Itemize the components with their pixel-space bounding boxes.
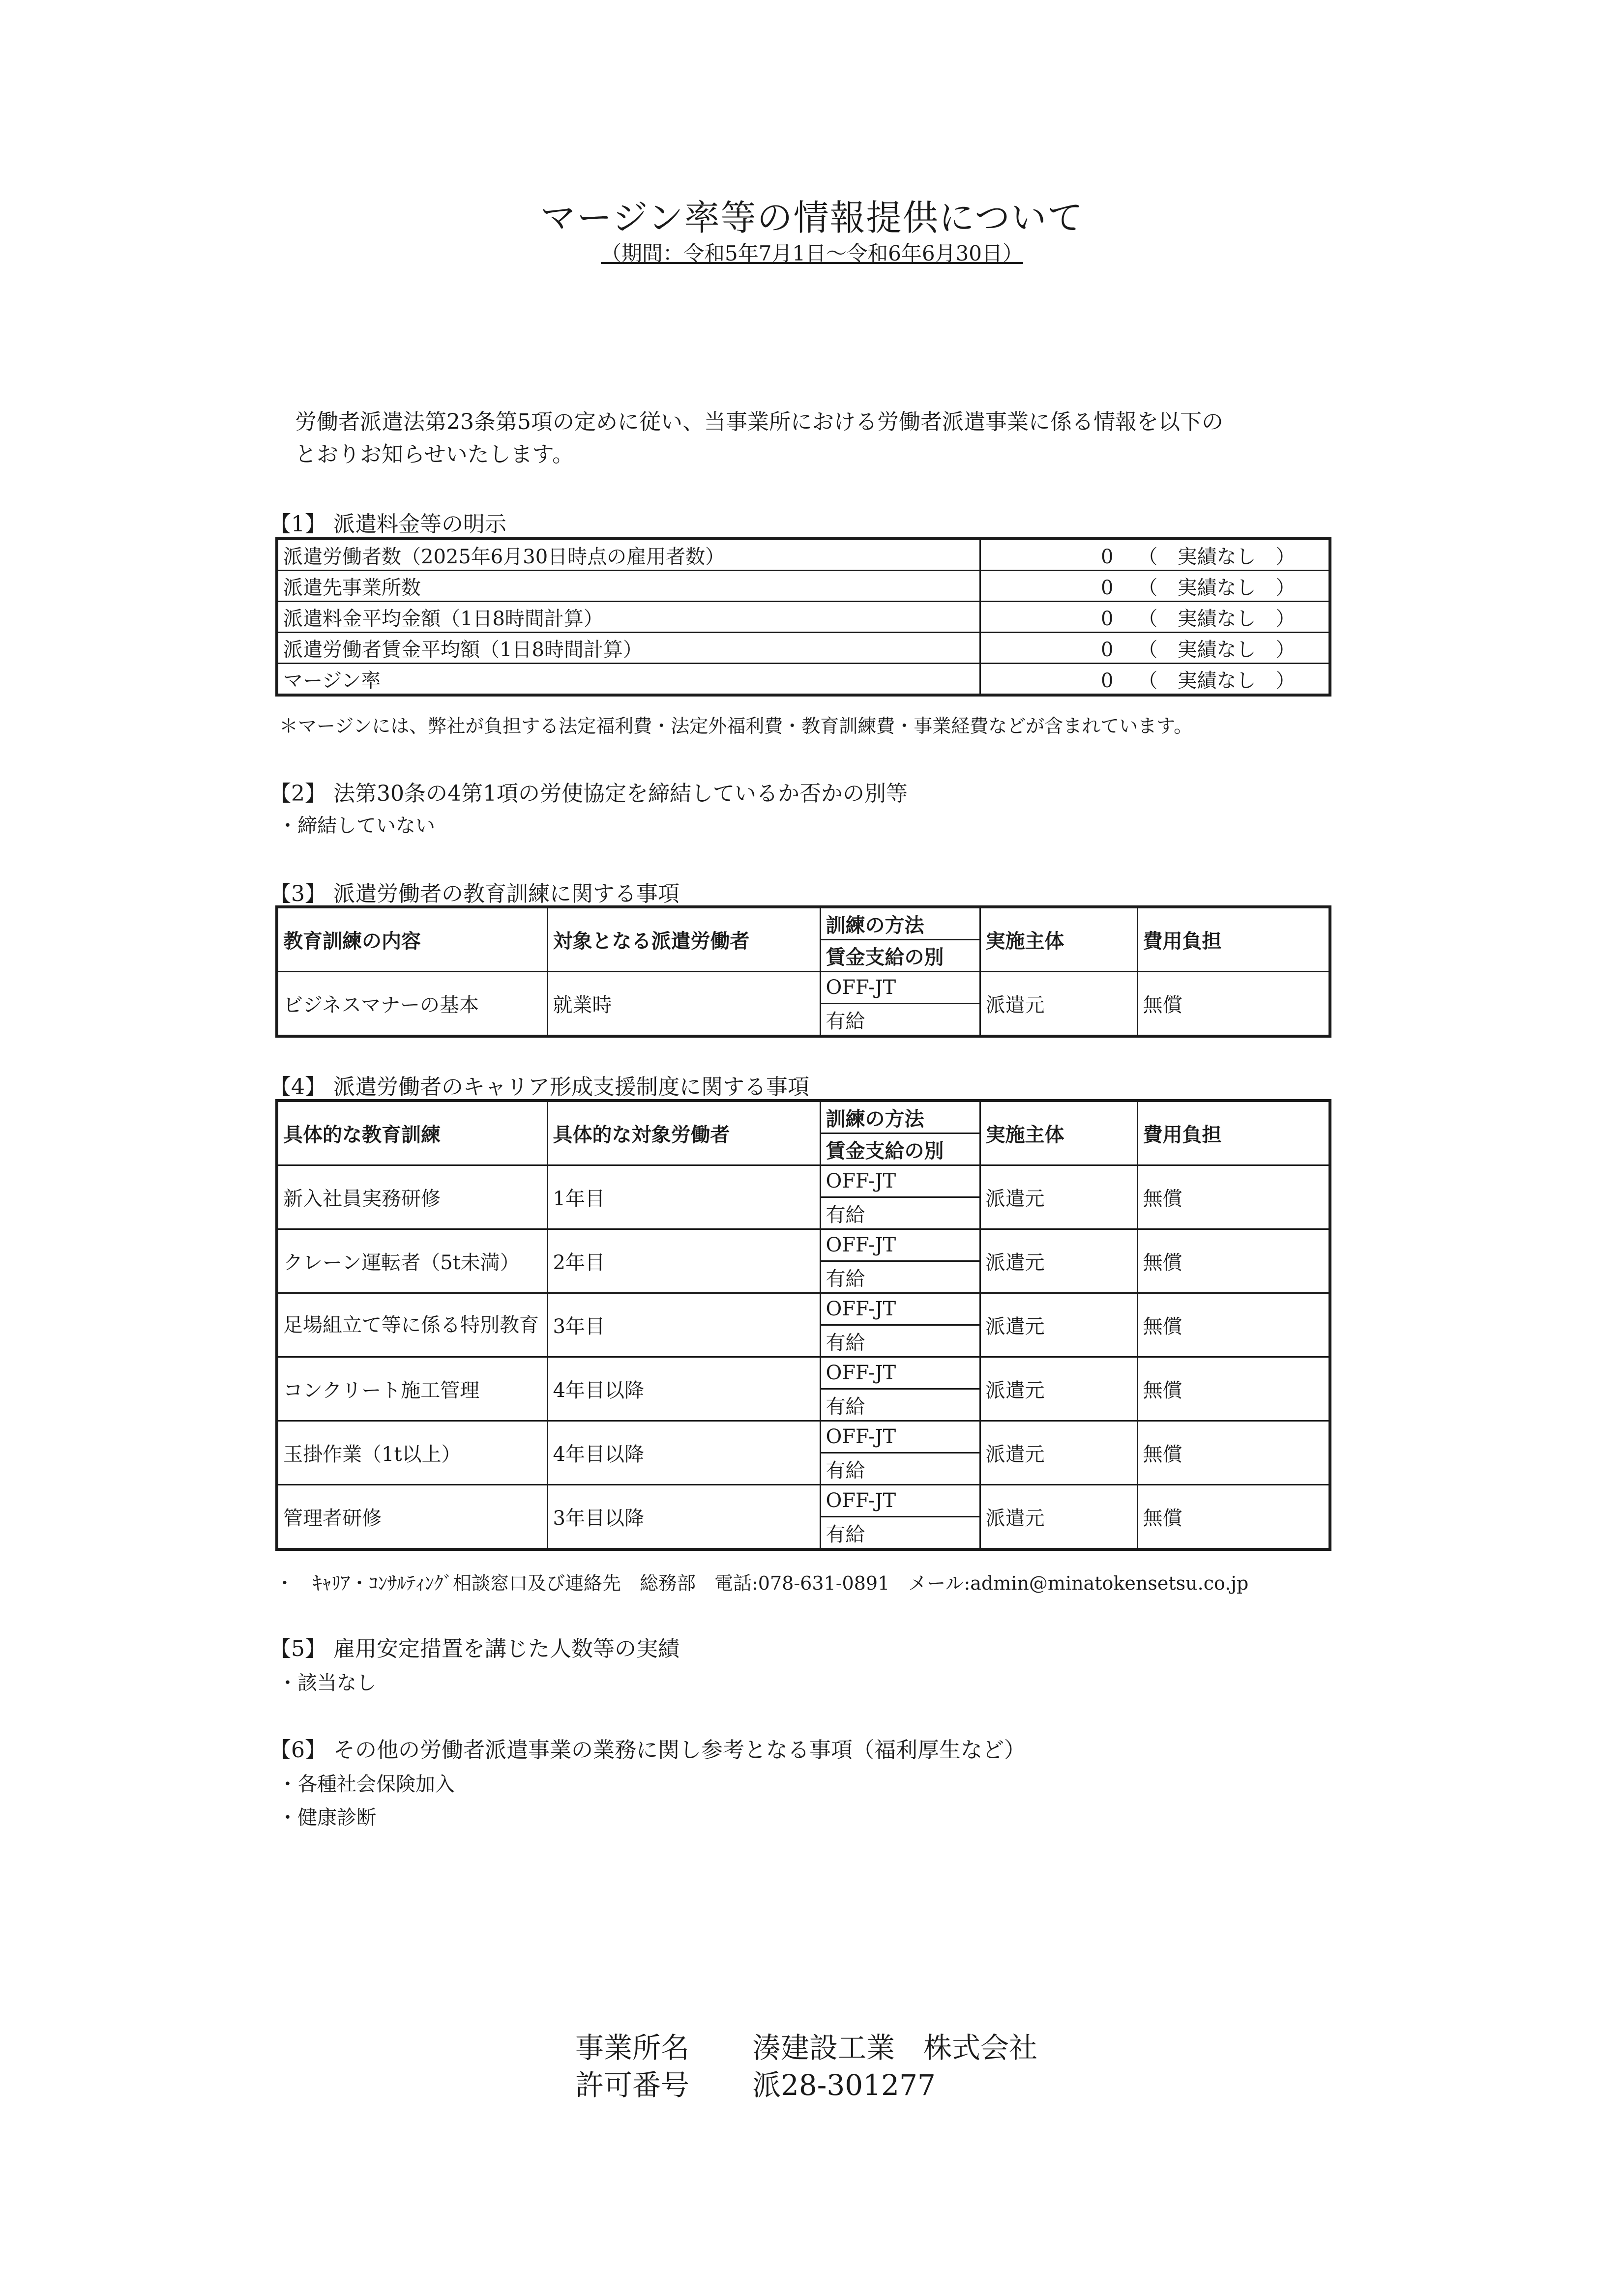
section6-item-2: ・健康診断	[278, 1806, 376, 1829]
cell-target: 4年目以降	[547, 1421, 820, 1485]
cell-method: OFF-JT	[820, 972, 980, 1004]
row-value: 0	[1101, 607, 1114, 630]
career-support-table	[275, 1099, 1331, 1551]
table-row	[277, 633, 1330, 664]
company-signature	[575, 2029, 1037, 2104]
cell-wage: 有給	[820, 1517, 980, 1550]
cell-content: 足場組立て等に係る特別教育	[277, 1293, 547, 1357]
margin-footnote: ＊マージンには、弊社が負担する法定福利費・法定外福利費・教育訓練費・事業経費などが含まれています。	[279, 715, 1193, 737]
header-provider: 実施主体	[980, 907, 1137, 972]
row-note: （ 実績なし ）	[1138, 669, 1296, 692]
row-value: 0	[1101, 669, 1114, 692]
table-row	[277, 1421, 1330, 1453]
cell-content: ビジネスマナーの基本	[277, 972, 547, 1037]
cell-cost: 無償	[1137, 972, 1330, 1037]
table-row	[277, 664, 1330, 696]
cell-target: 4年目以降	[547, 1357, 820, 1421]
cell-method: OFF-JT	[820, 1293, 980, 1325]
row-label: 派遣料金平均金額（1日8時間計算）	[277, 602, 980, 633]
row-label: 派遣労働者数（2025年6月30日時点の雇用者数）	[277, 539, 980, 571]
row-label: 派遣先事業所数	[277, 571, 980, 602]
cell-wage: 有給	[820, 1197, 980, 1229]
section4-heading: 【4】 派遣労働者のキャリア形成支援制度に関する事項	[269, 1075, 809, 1100]
row-note: （ 実績なし ）	[1138, 576, 1296, 599]
row-value: 0	[1101, 545, 1114, 568]
table-row	[277, 1229, 1330, 1261]
cell-cost: 無償	[1137, 1293, 1330, 1357]
cell-wage: 有給	[820, 1004, 980, 1037]
table-row	[277, 972, 1330, 1004]
section3-heading: 【3】 派遣労働者の教育訓練に関する事項	[269, 881, 679, 906]
table-row	[277, 602, 1330, 633]
row-value: 0	[1101, 576, 1114, 599]
cell-provider: 派遣元	[980, 1293, 1137, 1357]
cell-provider: 派遣元	[980, 972, 1137, 1037]
cell-target: 就業時	[547, 972, 820, 1037]
cell-method: OFF-JT	[820, 1229, 980, 1261]
row-value-cell	[980, 571, 1330, 602]
row-value-cell	[980, 539, 1330, 571]
table-header-row	[277, 907, 1330, 940]
row-value-cell	[980, 664, 1330, 696]
cell-wage: 有給	[820, 1453, 980, 1485]
dispatch-fee-table	[275, 537, 1331, 697]
cell-content: 管理者研修	[277, 1485, 547, 1550]
cell-content: コンクリート施工管理	[277, 1357, 547, 1421]
cell-wage: 有給	[820, 1325, 980, 1357]
header-content: 具体的な教育訓練	[277, 1101, 547, 1165]
office-row	[575, 2029, 1037, 2066]
header-method: 訓練の方法	[820, 1101, 980, 1133]
cell-wage: 有給	[820, 1389, 980, 1421]
row-value: 0	[1101, 638, 1114, 661]
cell-wage: 有給	[820, 1261, 980, 1293]
document-period: （期間：令和5年7月1日～令和6年6月30日）	[600, 241, 1024, 265]
section6-item-1: ・各種社会保険加入	[278, 1773, 455, 1796]
section1-heading: 【1】 派遣料金等の明示	[269, 512, 506, 537]
cell-method: OFF-JT	[820, 1357, 980, 1389]
education-training-table	[275, 905, 1331, 1038]
section5-item: ・該当なし	[278, 1672, 376, 1694]
row-note: （ 実績なし ）	[1138, 638, 1296, 661]
table-row	[277, 1357, 1330, 1389]
header-wage: 賃金支給の別	[820, 1133, 980, 1165]
header-cost: 費用負担	[1137, 907, 1330, 972]
section2-heading: 【2】 法第30条の4第1項の労使協定を締結しているか否かの別等	[269, 781, 908, 806]
section5-heading: 【5】 雇用安定措置を講じた人数等の実績	[269, 1636, 679, 1661]
cell-method: OFF-JT	[820, 1421, 980, 1453]
cell-cost: 無償	[1137, 1421, 1330, 1485]
cell-provider: 派遣元	[980, 1165, 1137, 1229]
cell-content: クレーン運転者（5t未満）	[277, 1229, 547, 1293]
cell-cost: 無償	[1137, 1229, 1330, 1293]
header-method: 訓練の方法	[820, 907, 980, 940]
header-provider: 実施主体	[980, 1101, 1137, 1165]
header-cost: 費用負担	[1137, 1101, 1330, 1165]
cell-method: OFF-JT	[820, 1165, 980, 1197]
header-target: 対象となる派遣労働者	[547, 907, 820, 972]
cell-target: 1年目	[547, 1165, 820, 1229]
cell-target: 2年目	[547, 1229, 820, 1293]
cell-cost: 無償	[1137, 1357, 1330, 1421]
row-value-cell	[980, 633, 1330, 664]
career-contact-note: ・ ｷｬﾘｱ・ｺﾝｻﾙﾃｨﾝｸﾞ相談窓口及び連絡先 総務部 電話:078-631-0891 メール:admin@minatokensetsu.co.jp	[275, 1572, 1249, 1594]
table-row	[277, 1293, 1330, 1325]
permit-label: 許可番号	[575, 2068, 690, 2102]
table-row	[277, 571, 1330, 602]
cell-method: OFF-JT	[820, 1485, 980, 1517]
cell-provider: 派遣元	[980, 1421, 1137, 1485]
header-content: 教育訓練の内容	[277, 907, 547, 972]
section2-item: ・締結していない	[278, 814, 435, 837]
row-label: マージン率	[277, 664, 980, 696]
permit-row	[575, 2066, 1037, 2104]
cell-provider: 派遣元	[980, 1485, 1137, 1550]
cell-cost: 無償	[1137, 1485, 1330, 1550]
header-target: 具体的な対象労働者	[547, 1101, 820, 1165]
document-title: マージン率等の情報提供について	[540, 197, 1084, 238]
row-note: （ 実績なし ）	[1138, 607, 1296, 630]
cell-target: 3年目	[547, 1293, 820, 1357]
cell-provider: 派遣元	[980, 1229, 1137, 1293]
row-value-cell	[980, 602, 1330, 633]
row-note: （ 実績なし ）	[1138, 545, 1296, 568]
cell-cost: 無償	[1137, 1165, 1330, 1229]
intro-line-1: 労働者派遣法第23条第5項の定めに従い、当事業所における労働者派遣事業に係る情報を以下の	[295, 409, 1223, 435]
permit-number: 派28-301277	[752, 2068, 936, 2102]
row-label: 派遣労働者賃金平均額（1日8時間計算）	[277, 633, 980, 664]
office-name: 湊建設工業 株式会社	[752, 2031, 1038, 2064]
table-header-row	[277, 1101, 1330, 1133]
section6-heading: 【6】 その他の労働者派遣事業の業務に関し参考となる事項（福利厚生など）	[269, 1738, 1026, 1763]
cell-content: 玉掛作業（1t以上）	[277, 1421, 547, 1485]
table-row	[277, 1165, 1330, 1197]
header-wage: 賃金支給の別	[820, 940, 980, 972]
table-row	[277, 539, 1330, 571]
intro-line-2: とおりお知らせいたします。	[295, 442, 574, 467]
cell-provider: 派遣元	[980, 1357, 1137, 1421]
cell-content: 新入社員実務研修	[277, 1165, 547, 1229]
cell-target: 3年目以降	[547, 1485, 820, 1550]
table-row	[277, 1485, 1330, 1517]
office-label: 事業所名	[575, 2031, 690, 2064]
